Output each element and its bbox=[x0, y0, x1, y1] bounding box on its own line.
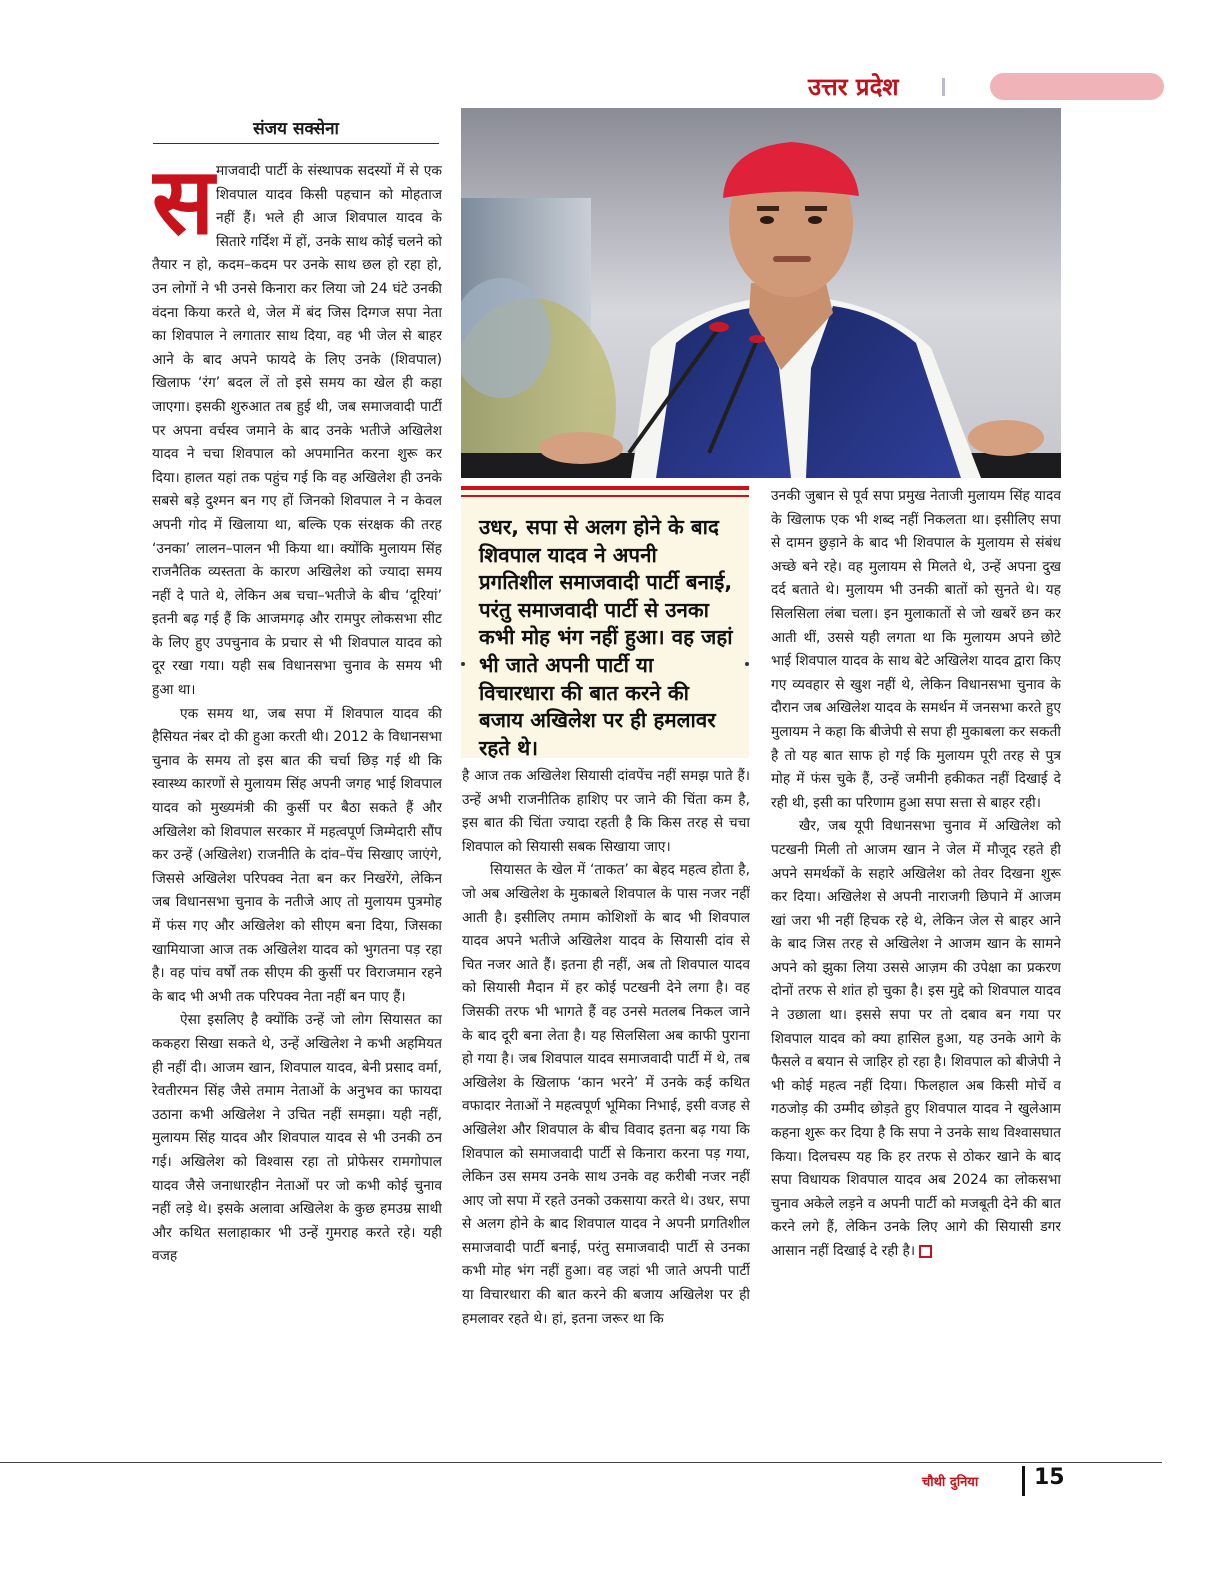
section-title: उत्तर प्रदेश bbox=[808, 73, 899, 101]
pull-quote-dot-right bbox=[745, 662, 749, 666]
header-divider bbox=[942, 78, 945, 96]
author-byline: संजय सक्सेना bbox=[153, 116, 439, 144]
article-paragraph-last-text: खैर, जब यूपी विधानसभा चुनाव में अखिलेश को पटखनी मिली तो आजम खान ने जेल में मौजूद रहते ही अपने समर्थकों के सहारे अखिलेश को तेवर दिखना शुरू कर दिया। अखिलेश से अपनी नाराजगी छिपाने में आजम खां जरा भी नहीं हिचक रहे थे, लेकिन जेल से बाहर आने के बाद जिस तरह से अखिलेश ने आजम खान के सामने अपने को झुका लिया उससे आज़म की उपेक्षा का प्रकरण दोनों तरफ से शांत हो चुका है। इस मुद्दे को शिवपाल यादव ने उछाला था। इससे सपा पर तो दबाव बन गया पर शिवपाल यादव को क्या हासिल हुआ, यह उनके आगे के फैसले व बयान से जाहिर हो रहा है। शिवपाल को बीजेपी ने भी कोई महत्व नहीं दिया। फिलहाल अब किसी मोर्चे व गठजोड़ की उम्मीद छोड़ते हुए शिवपाल यादव ने खुलेआम कहना शुरू कर दिया है कि सपा ने उनके साथ विश्वासघात किया। दिलचस्प यह कि हर तरफ से ठोकर खाने के बाद सपा विधायक शिवपाल यादव अब 2024 का लोकसभा चुनाव अकेले लड़ने व अपनी पार्टी को मजबूती देने की बात करने लगे हैं, लेकिन उनके लिए आगे की सियासी डगर आसान नहीं दिखाई दे रही है। bbox=[771, 818, 1061, 1259]
article-column-2 bbox=[462, 765, 750, 1445]
pull-quote-top-rule bbox=[461, 486, 749, 490]
footer-separator bbox=[1022, 1466, 1025, 1496]
article-paragraph: माजवादी पार्टी के संस्थापक सदस्यों में से एक शिवपाल यादव किसी पहचान को मोहताज नहीं हैं। भले ही आज शिवपाल यादव के सितारे गर्दिश में हों, उनके साथ कोई चलने को तैयार न हो, कदम–कदम पर उनके साथ छल हो रहा हो, उन लोगों ने भी उनसे किनारा कर लिया जो 24 घंटे उनकी वंदना किया करते थे, जेल में बंद जिस दिग्गज सपा नेता का शिवपाल ने लगातार साथ दिया, वह भी जेल से बाहर आने के बाद अपने फायदे के लिए उनके (शिवपाल) खिलाफ ‘रंग’ बदल लें तो इसे समय का खेल ही कहा जाएगा। इसकी शुरुआत तब हुई थी, जब समाजवादी पार्टी पर अपना वर्चस्व जमाने के बाद उनके भतीजे अखिलेश यादव ने चचा शिवपाल को अपमानित करना शुरू कर दिया। हालत यहां तक पहुंच गई कि वह अखिलेश ही उनके सबसे बड़े दुश्मन बन गए हों जिनको शिवपाल ने न केवल अपनी गोद में खिलाया था, बल्कि एक संरक्षक की तरह ‘उनका’ लालन–पालन भी किया था। क्योंकि मुलायम सिंह राजनैतिक व्यस्तता के कारण अखिलेश को ज्यादा समय नहीं दे पाते थे, लेकिन अब चचा–भतीजे के बीच ‘दूरियां’ इतनी बढ़ गई हैं कि आजमगढ़ और रामपुर लोकसभा सीट के लिए हुए उपचुनाव के प्रचार से भी शिवपाल यादव को दूर रखा गया। यही सब विधानसभा चुनाव के समय भी हुआ था। bbox=[152, 163, 442, 699]
article-paragraph: ऐसा इसलिए है क्योंकि उन्हें जो लोग सियासत का ककहरा सिखा सकते थे, उन्हें अखिलेश ने कभी अहमियत ही नहीं दी। आजम खान, शिवपाल यादव, बेनी प्रसाद वर्मा, रेवतीरमन सिंह जैसे तमाम नेताओं के अनुभव का फायदा उठाना कभी अखिलेश ने उचित नहीं समझा। यही नहीं, मुलायम सिंह यादव और शिवपाल यादव से भी उनकी ठन गई। अखिलेश को विश्वास रहा तो प्रोफेसर रामगोपाल यादव जैसे जनाधारहीन नेताओं पर जो कभी कोई चुनाव नहीं लड़े थे। इसके अलावा अखिलेश के कुछ हमउम्र साथी और कथित सलाहाकार भी उन्हें गुमराह करते रहे। यही वजह bbox=[152, 1012, 442, 1265]
article-paragraph: सियासत के खेल में ‘ताकत’ का बेहद महत्व होता है, जो अब अखिलेश के मुकाबले शिवपाल के पास नजर नहीं आती है। इसीलिए तमाम कोशिशों के बाद भी शिवपाल यादव अपने भतीजे अखिलेश यादव के सियासी दांव से चित नजर आते हैं। इतना ही नहीं, अब तो शिवपाल यादव को सियासी मैदान में हर कोई पटखनी देने लगा है। वह जिसकी तरफ भी भागते हैं वह उनसे मतलब निकल जाने के बाद दूरी बना लेता है। यह सिलसिला अब काफी पुराना हो गया है। जब शिवपाल यादव समाजवादी पार्टी में थे, तब अखिलेश के खिलाफ ‘कान भरने’ में उनके कई कथित वफादार नेताओं ने महत्वपूर्ण भूमिका निभाई, इसी वजह से अखिलेश और शिवपाल के बीच विवाद इतना बढ़ गया कि शिवपाल को समाजवादी पार्टी से किनारा करना पड़ गया, लेकिन उस समय उनके साथ उनके वह करीबी नजर नहीं आए जो सपा में रहते उनको उकसाया करते थे। उधर, सपा से अलग होने के बाद शिवपाल यादव ने अपनी प्रगतिशील समाजवादी पार्टी बनाई, परंतु समाजवादी पार्टी से उनका कभी मोह भंग नहीं हुआ। वह जहां भी जाते अपनी पार्टी या विचारधारा की बात करने की बजाय अखिलेश पर ही हमलावर रहते थे। हां, इतना जरूर था कि bbox=[462, 862, 750, 1327]
article-paragraph: उनकी जुबान से पूर्व सपा प्रमुख नेताजी मुलायम सिंह यादव के खिलाफ एक भी शब्द नहीं निकलता था। इसीलिए सपा से दामन छुड़ाने के बाद भी शिवपाल के मुलायम से संबंध अच्छे बने रहे। वह मुलायम से मिलते थे, उन्हें अपना दुख दर्द बताते थे। मुलायम भी उनकी बातों को सुनते थे। यह सिलसिला लंबा चला। इन मुलाकातों से जो खबरें छन कर आती थीं, उससे यही लगता था कि मुलायम अपने छोटे भाई शिवपाल यादव के साथ बेटे अखिलेश यादव द्वारा किए गए व्यवहार से खुश नहीं थे, लेकिन विधानसभा चुनाव के दौरान जब अखिलेश यादव के समर्थन में जनसभा करते हुए मुलायम ने कहा कि बीजेपी से सपा ही मुकाबला कर सकती है तो यह बात साफ हो गई कि मुलायम पूरी तरह से पुत्र मोह में फंस चुके हैं, उन्हें जमीनी हकीकत नहीं दिखाई दे रही थी, इसी का परिणाम हुआ सपा सत्ता से बाहर रही। bbox=[771, 488, 1061, 811]
pull-quote-secondary-rule bbox=[461, 495, 749, 497]
footer-brand: चौथी दुनिया bbox=[922, 1475, 979, 1490]
article-paragraph: एक समय था, जब सपा में शिवपाल यादव की हैसियत नंबर दो की हुआ करती थी। 2012 के विधानसभा चुनाव के समय तो इस बात की चर्चा छिड़ गई थी कि स्वास्थ्य कारणों से मुलायम सिंह अपनी जगह भाई शिवपाल यादव को मुख्यमंत्री की कुर्सी पर बैठा सकते हैं और अखिलेश को शिवपाल सरकार में महत्वपूर्ण जिम्मेदारी सौंप कर उन्हें (अखिलेश) राजनीति के दांव–पेंच सिखाए जाएंगे, जिससे अखिलेश परिपक्व नेता बन कर निखरेंगे, लेकिन जब विधानसभा चुनाव के नतीजे आए तो मुलायम पुत्रमोह में फंस गए और अखिलेश को सीएम बना दिया, जिसका खामियाजा आज तक अखिलेश यादव को भुगतना पड़ रहा है। वह पांच वर्षों तक सीएम की कुर्सी पर विराजमान रहने के बाद भी अभी तक परिपक्व नेता नहीं बन पाए हैं। bbox=[152, 705, 442, 1005]
pull-quote-dot-left bbox=[461, 662, 465, 666]
article-column-1 bbox=[152, 160, 442, 1448]
page-number: 15 bbox=[1034, 1465, 1065, 1490]
article-paragraph-last bbox=[771, 815, 1061, 1263]
article-paragraph: है आज तक अखिलेश सियासी दांवपेंच नहीं समझ पाते हैं। उन्हें अभी राजनीतिक हाशिए पर जाने की चिंता कम है, इस बात की चिंता ज्यादा रहती है कि किस तरह से चचा शिवपाल को सियासी सबक सिखाया जाए। bbox=[462, 768, 750, 855]
end-of-article-icon bbox=[919, 1245, 932, 1258]
footer-rule bbox=[0, 1462, 1162, 1463]
pull-quote-box bbox=[461, 486, 749, 758]
speaker-photo-illustration bbox=[461, 108, 1061, 478]
article-column-3 bbox=[771, 485, 1061, 1447]
drop-cap: स bbox=[152, 160, 215, 255]
header-pill bbox=[990, 73, 1164, 100]
article-photo bbox=[461, 108, 1061, 478]
pull-quote-text: उधर, सपा से अलग होने के बाद शिवपाल यादव ने अपनी प्रगतिशील समाजवादी पार्टी बनाई, परंतु समाजवादी पार्टी से उनका कभी मोह भंग नहीं हुआ। वह जहां भी जाते अपनी पार्टी या विचारधारा की बात करने की बजाय अखिलेश पर ही हमलावर रहते थे। bbox=[479, 515, 733, 760]
